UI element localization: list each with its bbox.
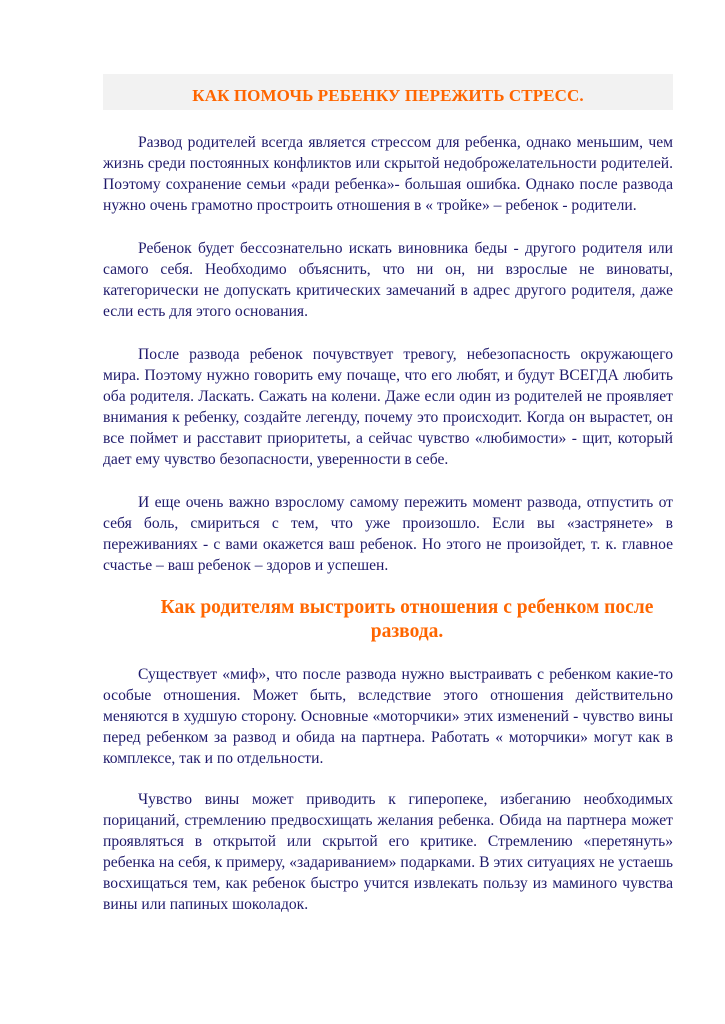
section-subtitle: Как родителям выстроить отношения с ребенком после развода.: [160, 597, 654, 642]
page-title: КАК ПОМОЧЬ РЕБЕНКУ ПЕРЕЖИТЬ СТРЕСС.: [192, 86, 584, 105]
paragraph-divorce-stress: Развод родителей всегда является стрессом для ребенка, однако меньшим, чем жизнь среди постоянных конфликтов или скрытой недоброжелательности родителей. Поэтому сохранение семьи «ради ребенка»- большая ошибка. Однако после развода нужно очень грамотно простроить отношения в « тройке» – ребенок - родители.: [103, 134, 673, 214]
paragraph-myth: Существует «миф», что после развода нужно выстраивать с ребенком какие-то особые отношения. Может быть, вследствие этого отношения действительно меняются в худшую сторону. Основные «моторчики» этих изменений - чувство вины перед ребенком за развод и обида на партнера. Работать « моторчики» могут как в комплексе, так и по отдельности.: [103, 666, 673, 767]
paragraph-child-blame: Ребенок будет бессознательно искать виновника беды - другого родителя или самого себя. Необходимо объяснить, что ни он, ни взрослые не виноваты, категорически не допускать критических замечаний в адрес другого родителя, даже если есть для этого основания.: [103, 240, 673, 320]
title-bar: [103, 74, 673, 110]
paragraph-adult-coping: И еще очень важно взрослому самому пережить момент развода, отпустить от себя боль, смириться с тем, что уже произошло. Если вы «застрянете» в переживаниях - с вами окажется ваш ребенок. Но этого не произойдет, т. к. главное счастье – ваш ребенок – здоров и успешен.: [103, 494, 673, 574]
paragraph-child-anxiety: После развода ребенок почувствует тревогу, небезопасность окружающего мира. Поэтому нужно говорить ему почаще, что его любят, и будут ВСЕГДА любить оба родителя. Ласкать. Сажать на колени. Даже если один из родителей не проявляет внимания к ребенку, создайте легенду, почему это происходит. Когда он вырастет, он все поймет и расставит приоритеты, а сейчас чувство «любимости» - щит, который дает ему чувство безопасности, уверенности в себе.: [103, 346, 673, 468]
paragraph-guilt: Чувство вины может приводить к гиперопеке, избеганию необходимых порицаний, стремлению предвосхищать желания ребенка. Обида на партнера может проявляться в открытой или скрытой его критике. Стремлению «перетянуть» ребенка на себя, к примеру, «задариванием» подарками. В этих ситуациях не устаешь восхищаться тем, как ребенок быстро учится извлекать пользу из маминого чувства вины или папиных шоколадок.: [103, 791, 673, 913]
document-page: [103, 0, 673, 915]
